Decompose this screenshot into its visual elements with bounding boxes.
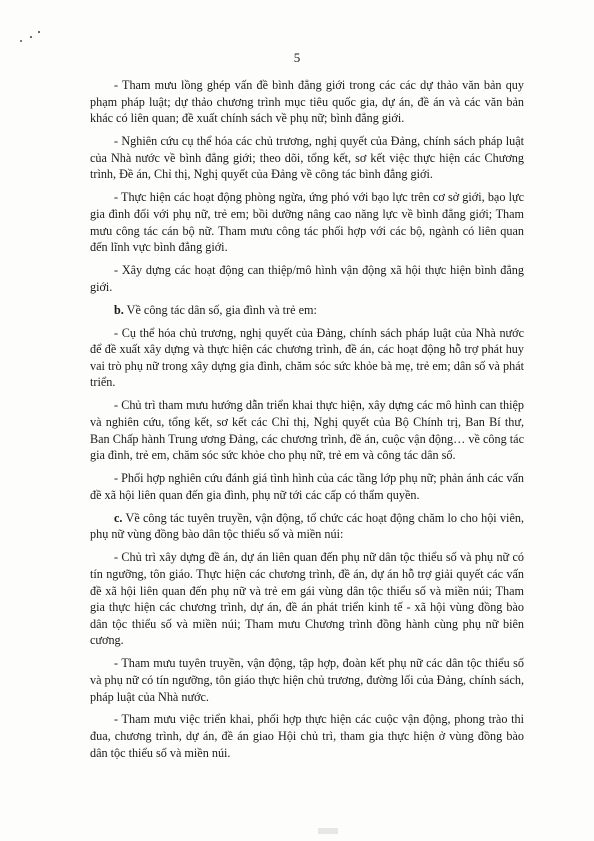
paragraph: - Nghiên cứu cụ thể hóa các chủ trương, nghị quyết của Đảng, chính sách pháp luật của Nhà nước về bình đẳng giới; theo dõi, tổng kết, sơ kết việc thực hiện các Chương trình, Đề án, Chỉ thị, Nghị quyết của Đảng về công tác bình đẳng giới. xyxy=(90,134,524,182)
scan-speck xyxy=(30,36,32,38)
scan-speck xyxy=(20,40,22,42)
paragraph: - Phối hợp nghiên cứu đánh giá tình hình của các tầng lớp phụ nữ; phản ánh các vấn đề xã hội liên quan đến gia đình, phụ nữ tới các cấp có thẩm quyền. xyxy=(90,471,524,502)
section-c-heading xyxy=(90,510,524,543)
section-c-label: c. xyxy=(114,510,123,525)
paragraph: - Tham mưu lồng ghép vấn đề bình đẳng giới trong các các dự thảo văn bản quy phạm pháp luật; dự thảo chương trình mục tiêu quốc gia, dự án, đề án và các văn bản khác có liên quan; đề xuất chính sách về phụ nữ; bình đẳng giới. xyxy=(90,78,524,126)
paragraph: - Cụ thể hóa chủ trương, nghị quyết của Đảng, chính sách pháp luật của Nhà nước để đề xuất xây dựng và thực hiện các chương trình, đề án, các hoạt động hỗ trợ phát huy vai trò phụ nữ trong xây dựng gia đình, chăm sóc sức khỏe bà mẹ, trẻ em; dân số và phát triển. xyxy=(90,325,524,390)
page-number: 5 xyxy=(293,50,301,65)
section-b-title: Về công tác dân số, gia đình và trẻ em: xyxy=(126,302,317,317)
paragraph: - Xây dựng các hoạt động can thiệp/mô hình vận động xã hội thực hiện bình đẳng giới. xyxy=(90,263,524,294)
document-body xyxy=(90,77,524,768)
section-c-title: Về công tác tuyên truyền, vận động, tổ chức các hoạt động chăm lo cho hội viên, phụ nữ vùng đồng bào dân tộc thiểu số và miền núi: xyxy=(90,510,524,542)
scan-smudge xyxy=(318,828,338,834)
paragraph: - Chủ trì tham mưu hướng dẫn triển khai thực hiện, xây dựng các mô hình can thiệp và nghiên cứu, tổng kết, sơ kết các Chỉ thị, Nghị quyết của Bộ Chính trị, Ban Bí thư, Ban Chấp hành Trung ương Đảng, các chương trình, đề án, cuộc vận động… về công tác gia đình, trẻ em, chăm sóc sức khỏe cho phụ nữ, trẻ em và công tác dân số. xyxy=(90,398,524,463)
section-b-heading xyxy=(90,302,524,319)
paragraph: - Chủ trì xây dựng đề án, dự án liên quan đến phụ nữ dân tộc thiểu số và phụ nữ có tín ngưỡng, tôn giáo. Thực hiện các chương trình, đề án, dự án hỗ trợ giải quyết các vấn đề xã hội liên quan đến phụ nữ và trẻ em gái vùng dân tộc thiểu số và miền núi; Tham gia thực hiện các chương trình, dự án, đề án phát triển kinh tế - xã hội vùng đồng bào dân tộc thiểu số và miền núi; Tham mưu Chương trình đồng hành cùng phụ nữ biên cương. xyxy=(90,550,524,648)
paragraph: - Tham mưu việc triển khai, phối hợp thực hiện các cuộc vận động, phong trào thi đua, chương trình, dự án, đề án giao Hội chủ trì, tham gia thực hiện ở vùng đồng bào dân tộc thiểu số và miền núi. xyxy=(90,712,524,760)
paragraph: - Tham mưu tuyên truyền, vận động, tập hợp, đoàn kết phụ nữ các dân tộc thiểu số và phụ nữ có tín ngưỡng, tôn giáo thực hiện chủ trương, đường lối của Đảng, chính sách, pháp luật của Nhà nước. xyxy=(90,656,524,704)
scan-speck xyxy=(38,31,40,33)
paragraph: - Thực hiện các hoạt động phòng ngừa, ứng phó với bạo lực trên cơ sở giới, bạo lực gia đình đối với phụ nữ, trẻ em; bồi dưỡng nâng cao năng lực về bình đẳng giới; Tham mưu công tác cán bộ nữ. Tham mưu công tác phối hợp với các bộ, ngành có liên quan đến lĩnh vực bình đẳng giới. xyxy=(90,190,524,255)
section-b-label: b. xyxy=(114,302,124,317)
